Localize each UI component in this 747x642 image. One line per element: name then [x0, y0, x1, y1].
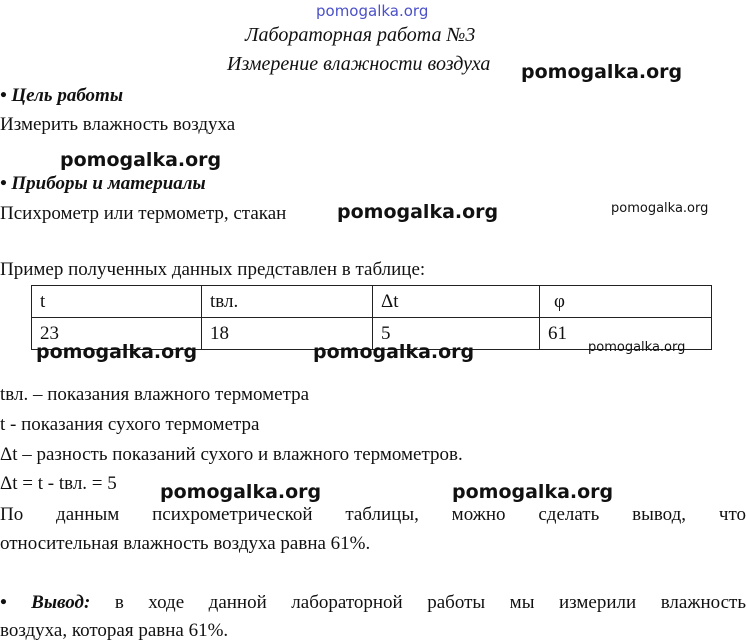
conclusion-line-2: относительная влажность воздуха равна 61%.	[0, 533, 371, 554]
watermark: pomogalka.org	[160, 481, 322, 503]
watermark-top: pomogalka.org	[316, 2, 429, 20]
formula-delta-t: Δt = t - tвл. = 5	[0, 473, 117, 494]
watermark: pomogalka.org	[337, 201, 499, 223]
goal-heading: • Цель работы	[0, 85, 124, 106]
materials-text: Психрометр или термометр, стакан	[0, 203, 287, 224]
goal-text: Измерить влажность воздуха	[0, 114, 236, 135]
watermark: pomogalka.org	[452, 481, 614, 503]
header-cell-t: t	[32, 286, 202, 318]
header-cell-twet: tвл.	[201, 286, 372, 318]
cell-delta-t: 5	[373, 318, 540, 350]
doc-title: Лабораторная работа №3	[245, 24, 476, 46]
doc-subtitle: Измерение влажности воздуха	[227, 53, 491, 75]
materials-heading: • Приборы и материалы	[0, 173, 206, 194]
conclusion-line-1: По данным психрометрической таблицы, можно сделать вывод, что	[0, 504, 746, 525]
result-line-2: воздуха, которая равна 61%.	[0, 620, 229, 641]
result-line-1	[0, 592, 746, 614]
definition-twet: tвл. – показания влажного термометра	[0, 384, 310, 405]
watermark: pomogalka.org	[313, 341, 475, 363]
watermark: pomogalka.org	[60, 149, 222, 171]
header-cell-delta-t: Δt	[373, 286, 540, 318]
definition-t: t - показания сухого термометра	[0, 414, 260, 435]
cell-t: 23	[32, 318, 202, 350]
result-text: в ходе данной лабораторной работы мы измерили влажность	[114, 592, 747, 613]
cell-phi: 61	[540, 318, 712, 350]
definition-delta-t: Δt – разность показаний сухого и влажного термометров.	[0, 444, 463, 465]
result-label: • Вывод:	[0, 592, 91, 613]
cell-twet: 18	[201, 318, 372, 350]
watermark: pomogalka.org	[588, 340, 686, 355]
header-cell-phi: φ	[540, 286, 712, 318]
table-intro: Пример полученных данных представлен в таблице:	[0, 259, 426, 280]
table-header-row	[32, 286, 712, 318]
watermark: pomogalka.org	[611, 201, 709, 216]
watermark: pomogalka.org	[521, 61, 683, 83]
watermark: pomogalka.org	[36, 341, 198, 363]
